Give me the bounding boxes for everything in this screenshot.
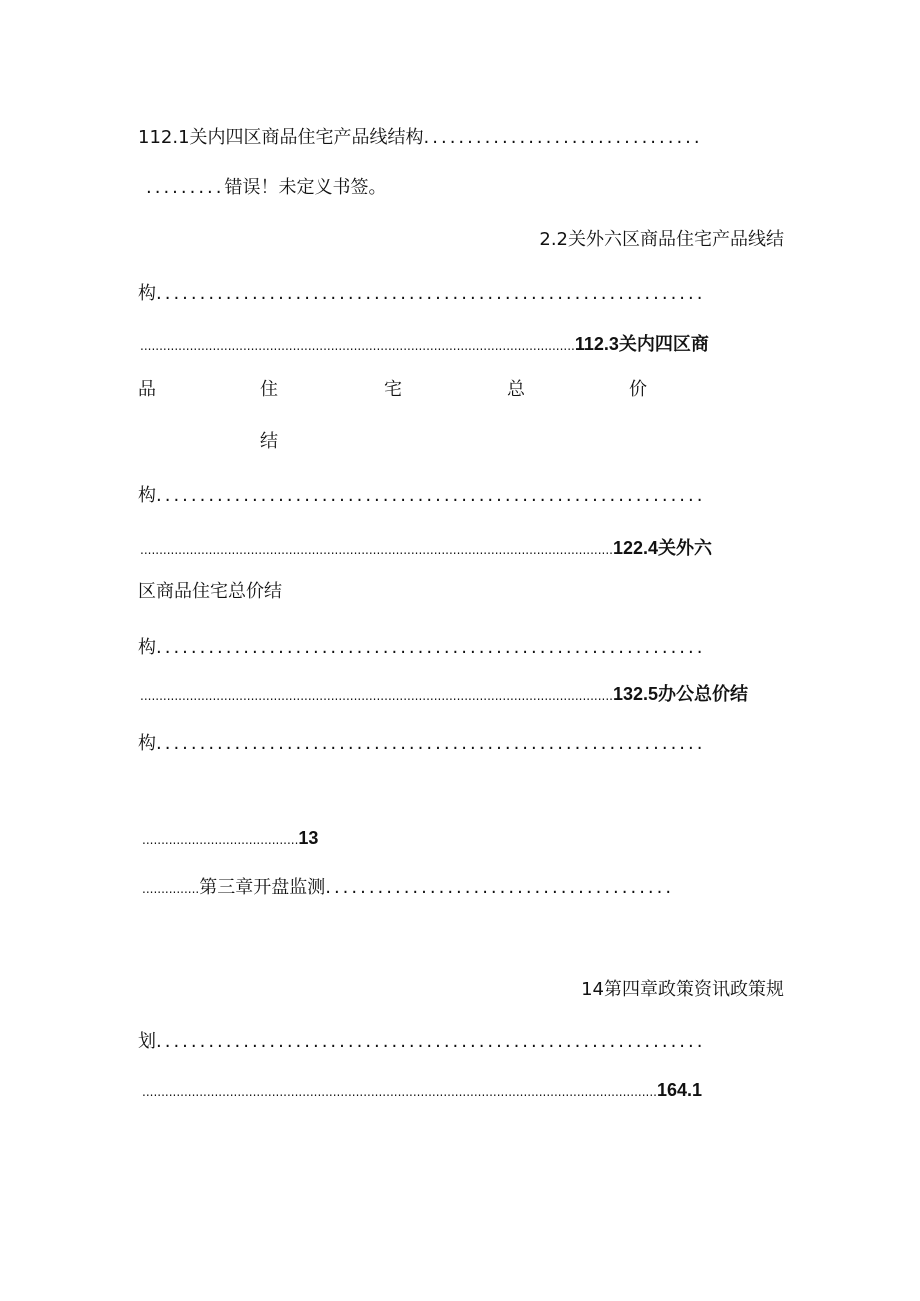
toc-chapter-4-page — [142, 1078, 702, 1104]
toc-entry-3-cont — [138, 484, 705, 508]
toc-leader-dots: ............... — [142, 882, 200, 896]
toc-leader-dots: ............................................................... — [156, 1031, 706, 1052]
toc-entry-3-spread-2 — [260, 378, 278, 402]
toc-leader-dots: ............................................................................................................................ — [140, 689, 613, 703]
toc-char: 总 — [507, 379, 525, 400]
toc-char: 住 — [260, 379, 278, 400]
toc-leader-dots: ............................................................... — [156, 485, 706, 506]
toc-chapter-3-title: 第三章开盘监测 — [199, 877, 326, 898]
toc-leader-dots: ............................................................... — [156, 733, 706, 754]
toc-entry-3-spread-1 — [138, 378, 156, 402]
toc-leader-dots: ....................................................................................................................................... — [142, 1085, 657, 1099]
toc-chapter-4-tail: 划 — [138, 1031, 156, 1052]
toc-leader-dots: ............................................................... — [156, 637, 706, 658]
toc-entry-4-tail — [138, 636, 705, 660]
toc-leader-dots: ................................ — [423, 127, 703, 148]
toc-entry-4-last: 构 — [138, 637, 156, 658]
toc-error-text: 错误！未定义书签。 — [224, 177, 387, 198]
toc-entry-1 — [138, 126, 703, 150]
toc-chapter-4-title — [581, 978, 784, 1002]
toc-leader-dots: .................................................................................................................. — [140, 339, 575, 353]
toc-char: 价 — [629, 379, 647, 400]
toc-entry-4 — [140, 536, 712, 562]
toc-entry-2-cont — [138, 282, 705, 306]
toc-page-number: 164.1 — [656, 1080, 702, 1100]
toc-entry-2-tail: 构 — [138, 283, 156, 304]
toc-entry-3-spread-3 — [384, 378, 402, 402]
toc-leader-dots: ............................................................... — [156, 283, 706, 304]
toc-entry-3 — [140, 332, 709, 358]
toc-entry-5-page — [142, 826, 318, 852]
toc-chapter-4-cont — [138, 1030, 705, 1054]
toc-entry-3-spread-5 — [629, 378, 647, 402]
toc-leader-dots: ......... — [146, 177, 225, 198]
toc-page-number: 13 — [298, 828, 319, 848]
toc-entry-1-cont — [146, 176, 387, 200]
toc-chapter-3 — [142, 876, 674, 901]
toc-chapter-4-text: 14第四章政策资讯政策规 — [581, 979, 784, 1000]
toc-entry-3-spread-4 — [507, 378, 525, 402]
toc-entry-4-cont: 区商品住宅总价结 — [138, 581, 282, 602]
toc-entry-5-tail: 构 — [138, 733, 156, 754]
toc-entry-5-cont — [138, 732, 705, 756]
toc-char: 品 — [138, 379, 156, 400]
toc-entry-5-title: 132.5办公总价结 — [613, 684, 749, 704]
toc-entry-3-title: 112.3关内四区商 — [574, 334, 709, 354]
toc-entry-3-char: 结 — [260, 431, 278, 452]
toc-entry-3-tail: 构 — [138, 485, 156, 506]
toc-entry-4-title: 122.4关外六 — [613, 538, 713, 558]
toc-entry-1-title: 112.1关内四区商品住宅产品线结构 — [138, 127, 424, 148]
toc-char: 宅 — [384, 379, 402, 400]
toc-entry-2-title: 2.2关外六区商品住宅产品线结 — [539, 229, 784, 250]
toc-leader-dots: ......................................... — [142, 833, 299, 847]
toc-leader-dots: ........................................ — [325, 877, 675, 898]
toc-leader-dots: ............................................................................................................................ — [140, 543, 613, 557]
toc-entry-5 — [140, 682, 748, 708]
